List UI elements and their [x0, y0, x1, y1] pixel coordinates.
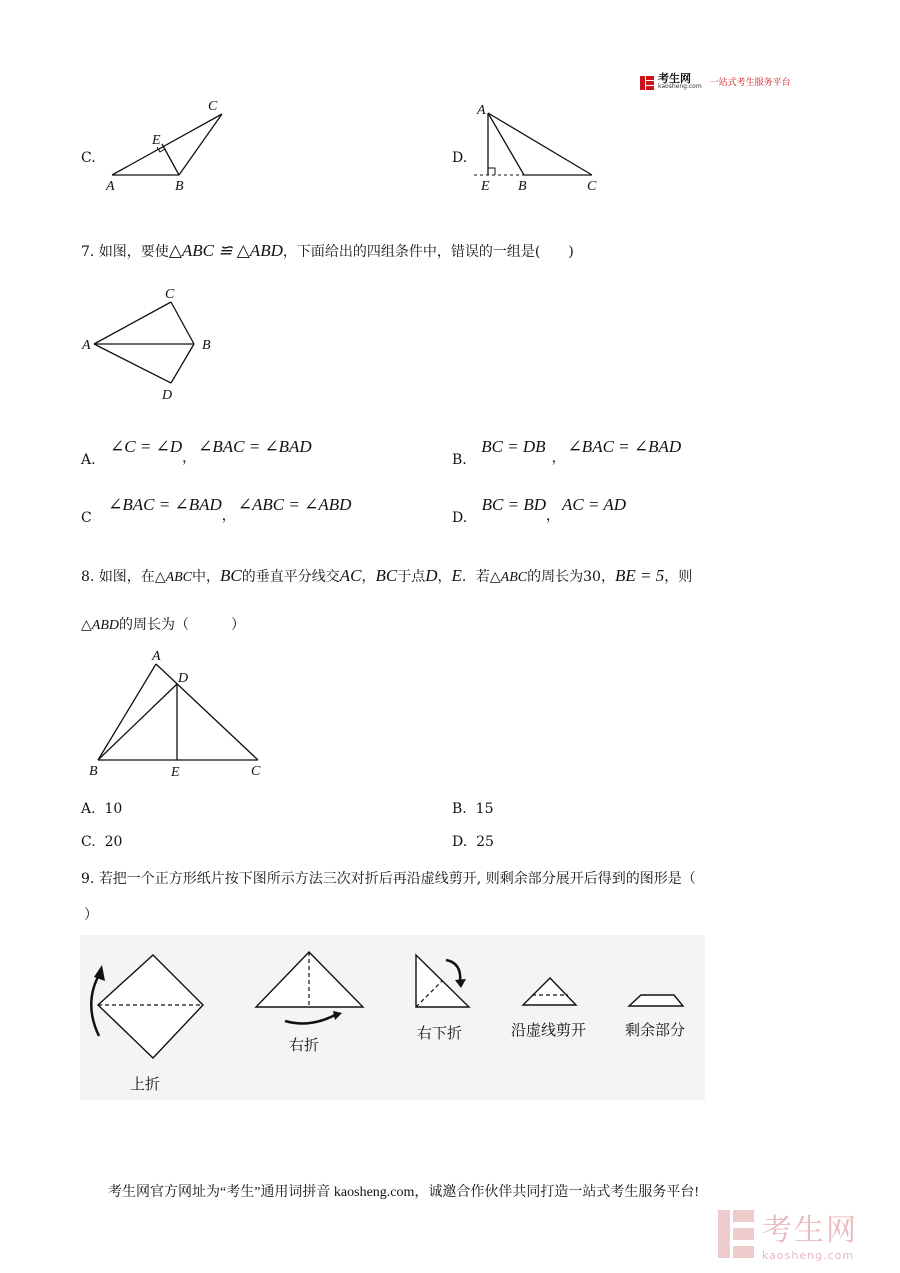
fig-d-label-c: C	[587, 179, 597, 194]
q7-option-c: C ∠BAC = ∠BAD，∠ABC = ∠ABD	[81, 495, 352, 526]
q8-segment: ，	[437, 569, 452, 585]
q8-option-c: C. 20	[81, 834, 123, 850]
q9-stem-line1: 9. 若把一个正方形纸片按下图所示方法三次对折后再沿虚线剪开, 则剩余部分展开后得到的图形是（	[81, 871, 696, 887]
q8-label-e: E	[171, 765, 180, 780]
watermark-domain: kaosheng.com	[762, 1249, 855, 1262]
q8-label-b: B	[89, 764, 98, 779]
q8-segment: ．若	[461, 569, 490, 585]
step-label-right-fold: 右折	[289, 1036, 320, 1054]
fig-d-label-e: E	[481, 179, 490, 194]
q8-segment: 的垂直平分线交	[241, 569, 340, 585]
q7-option-d: D. BC = BD，AC = AD	[452, 495, 627, 526]
q9-number: 9.	[81, 871, 95, 887]
q7-figure	[78, 282, 238, 404]
step-label-up-fold: 上折	[130, 1075, 161, 1093]
q7-label-c: C	[165, 287, 175, 302]
q8-number: 8.	[81, 569, 95, 585]
q8-segment: E	[451, 566, 462, 585]
q6-option-d-label: D.	[452, 150, 468, 166]
q8-segment: △ABC	[154, 570, 193, 585]
q8-label-d: D	[178, 671, 189, 686]
q7-option-a-label: A.	[81, 452, 96, 468]
footer-text: 考生网官方网址为“考生”通用词拼音 kaosheng.com，诚邀合作伙伴共同打造一站式考生服务平台!	[108, 1185, 700, 1200]
q8-stem-line2: △ABD的周长为（ ）	[81, 617, 245, 633]
q7-number: 7.	[81, 244, 95, 260]
q7-stem: 7. 如图，要使△ABC ≌ △ABD，下面给出的四组条件中，错误的一组是( )	[81, 241, 574, 260]
q8-label-a: A	[152, 649, 161, 664]
q7-label-d: D	[162, 388, 173, 403]
step-label-remaining: 剩余部分	[625, 1021, 686, 1039]
fig-d-label-a: A	[477, 103, 486, 118]
q8-segment: △ABC	[489, 570, 528, 585]
step-label-cut: 沿虚线剪开	[511, 1021, 587, 1039]
q9-folding-figure	[80, 935, 705, 1100]
q7-label-a: A	[82, 338, 91, 353]
q8-segment: 如图，在	[98, 569, 155, 585]
q8-segment: 于点	[397, 569, 426, 585]
brand-domain: kaosheng.com	[658, 83, 702, 90]
fig-c-label-a: A	[106, 179, 115, 194]
q6-option-c-label: C.	[81, 150, 96, 166]
q8-segment: BC	[220, 566, 242, 585]
q7-option-c-label: C	[81, 510, 92, 526]
q8-option-a: A. 10	[81, 801, 123, 817]
fig-c-label-e: E	[152, 133, 161, 148]
brand-logo-icon	[640, 75, 654, 89]
q8-option-b: B. 15	[452, 801, 494, 817]
q7-option-d-label: D.	[452, 510, 468, 526]
q8-segment: BC	[375, 566, 398, 585]
watermark	[718, 1205, 858, 1262]
q7-label-b: B	[202, 338, 211, 353]
q8-option-d: D. 25	[452, 834, 494, 850]
brand-slogan: 一站式考生服务平台	[709, 78, 791, 88]
q8-segment: D	[425, 566, 438, 585]
q8-segment: 中，	[192, 569, 221, 585]
q7-option-a: A. ∠C = ∠D，∠BAC = ∠BAD	[81, 437, 312, 468]
step-label-lower-right-fold: 右下折	[417, 1024, 463, 1042]
q6-figure-c	[100, 92, 230, 196]
q8-segment: BE = 5	[614, 566, 665, 585]
q9-stem-line2: ）	[84, 907, 98, 923]
q8-segment: AC	[339, 566, 362, 585]
q7-stem-math: △ABC ≌ △ABD	[168, 241, 283, 260]
watermark-text: 考生网	[762, 1213, 858, 1248]
fig-c-label-b: B	[175, 179, 184, 194]
watermark-logo-icon	[718, 1210, 754, 1258]
q8-segment: ，	[361, 569, 376, 585]
q7-option-b-label: B.	[452, 452, 467, 468]
q8-figure	[84, 646, 274, 782]
q8-segment: 的周长为30，	[527, 569, 615, 585]
fig-c-label-c: C	[208, 99, 218, 114]
q8-label-c: C	[251, 764, 261, 779]
q8-stem-line1	[81, 566, 692, 586]
fig-d-label-b: B	[518, 179, 527, 194]
header-brand	[640, 73, 791, 90]
brand-name: 考生网	[658, 72, 691, 85]
q6-figure-d	[470, 98, 610, 198]
q8-segment: ，则	[664, 569, 693, 585]
q7-option-b: B. BC = DB，∠BAC = ∠BAD	[452, 437, 682, 468]
